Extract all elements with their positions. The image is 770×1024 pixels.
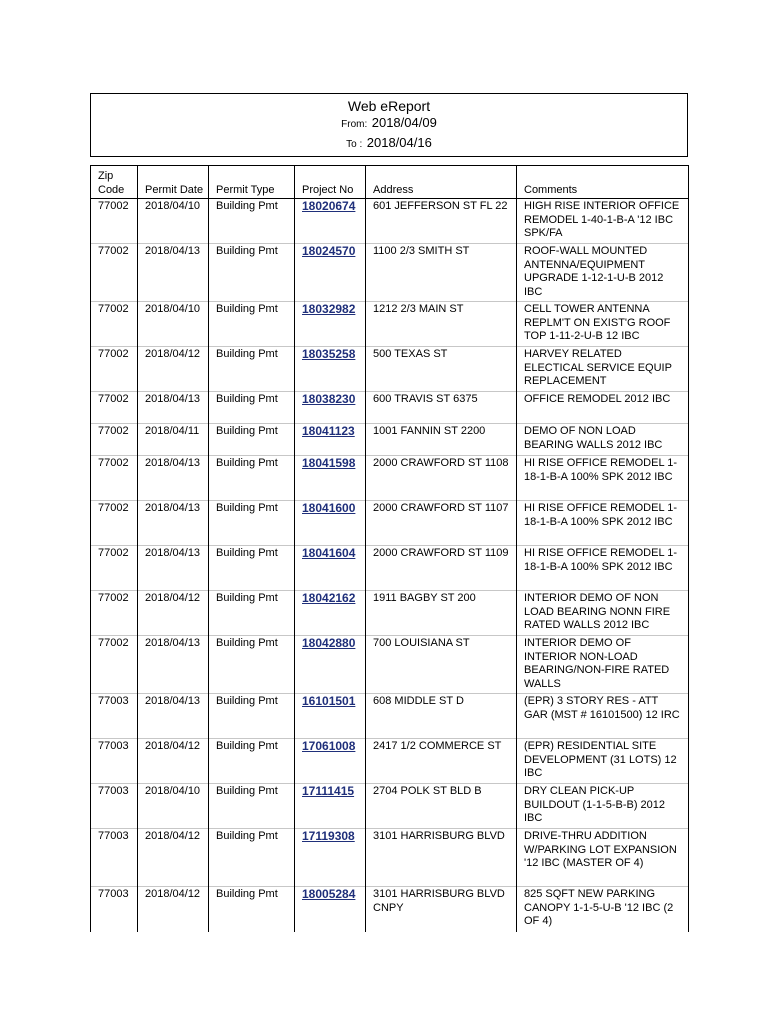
cell-zip: 77002 (91, 199, 138, 244)
table-row (91, 302, 689, 347)
cell-address: 3101 HARRISBURG BLVD CNPY (366, 887, 517, 932)
table-row (91, 887, 689, 932)
project-link[interactable]: 18042162 (302, 591, 356, 605)
table-row (91, 784, 689, 829)
cell-zip: 77002 (91, 424, 138, 456)
project-link[interactable]: 16101501 (302, 694, 356, 708)
from-label: From: (341, 119, 368, 130)
project-link[interactable]: 17061008 (302, 739, 356, 753)
cell-address: 500 TEXAS ST (366, 347, 517, 392)
cell-permit-type: Building Pmt (209, 501, 295, 546)
cell-permit-date: 2018/04/12 (138, 347, 209, 392)
cell-permit-type: Building Pmt (209, 424, 295, 456)
permit-table (90, 165, 689, 932)
cell-comments: HARVEY RELATED ELECTICAL SERVICE EQUIP REPLACEMENT (517, 347, 689, 392)
column-header-address: Address (366, 166, 517, 199)
cell-comments: ROOF-WALL MOUNTED ANTENNA/EQUIPMENT UPGRADE 1-12-1-U-B 2012 IBC (517, 244, 689, 302)
table-row (91, 636, 689, 694)
cell-permit-date: 2018/04/13 (138, 244, 209, 302)
table-row (91, 591, 689, 636)
cell-zip: 77003 (91, 887, 138, 932)
cell-comments: DEMO OF NON LOAD BEARING WALLS 2012 IBC (517, 424, 689, 456)
cell-zip: 77002 (91, 392, 138, 424)
from-date: 2018/04/09 (371, 115, 437, 130)
cell-address: 2000 CRAWFORD ST 1109 (366, 546, 517, 591)
column-header-comments: Comments (517, 166, 689, 199)
cell-address: 700 LOUISIANA ST (366, 636, 517, 694)
project-link[interactable]: 18005284 (302, 887, 356, 901)
table-row (91, 546, 689, 591)
cell-zip: 77002 (91, 636, 138, 694)
table-row (91, 244, 689, 302)
column-header-project: Project No (295, 166, 366, 199)
project-link[interactable]: 18042880 (302, 636, 356, 650)
cell-comments: HI RISE OFFICE REMODEL 1-18-1-B-A 100% SPK 2012 IBC (517, 501, 689, 546)
cell-zip: 77003 (91, 829, 138, 887)
table-row (91, 694, 689, 739)
column-header-zip: Zip Code (91, 166, 138, 199)
cell-comments: DRY CLEAN PICK-UP BUILDOUT (1-1-5-B-B) 2012 IBC (517, 784, 689, 829)
cell-comments: DRIVE-THRU ADDITION W/PARKING LOT EXPANSION '12 IBC (MASTER OF 4) (517, 829, 689, 887)
cell-zip: 77003 (91, 694, 138, 739)
cell-zip: 77002 (91, 501, 138, 546)
cell-permit-date: 2018/04/12 (138, 739, 209, 784)
cell-permit-date: 2018/04/12 (138, 887, 209, 932)
cell-project-no (295, 546, 366, 591)
cell-address: 1100 2/3 SMITH ST (366, 244, 517, 302)
cell-permit-type: Building Pmt (209, 546, 295, 591)
cell-project-no (295, 347, 366, 392)
cell-permit-date: 2018/04/13 (138, 456, 209, 501)
cell-permit-type: Building Pmt (209, 456, 295, 501)
cell-address: 1001 FANNIN ST 2200 (366, 424, 517, 456)
to-date: 2018/04/16 (366, 135, 432, 150)
cell-project-no (295, 591, 366, 636)
cell-project-no (295, 887, 366, 932)
table-row (91, 739, 689, 784)
cell-zip: 77002 (91, 591, 138, 636)
cell-project-no (295, 636, 366, 694)
cell-permit-date: 2018/04/11 (138, 424, 209, 456)
cell-permit-date: 2018/04/12 (138, 829, 209, 887)
cell-comments: OFFICE REMODEL 2012 IBC (517, 392, 689, 424)
table-row (91, 199, 689, 244)
project-link[interactable]: 18035258 (302, 347, 356, 361)
column-header-date: Permit Date (138, 166, 209, 199)
cell-address: 1212 2/3 MAIN ST (366, 302, 517, 347)
cell-comments: HI RISE OFFICE REMODEL 1-18-1-B-A 100% SPK 2012 IBC (517, 546, 689, 591)
table-row (91, 392, 689, 424)
cell-zip: 77002 (91, 456, 138, 501)
cell-project-no (295, 456, 366, 501)
cell-permit-date: 2018/04/13 (138, 546, 209, 591)
cell-permit-type: Building Pmt (209, 829, 295, 887)
cell-permit-date: 2018/04/13 (138, 694, 209, 739)
cell-project-no (295, 424, 366, 456)
cell-address: 601 JEFFERSON ST FL 22 (366, 199, 517, 244)
cell-project-no (295, 501, 366, 546)
cell-permit-type: Building Pmt (209, 694, 295, 739)
cell-permit-type: Building Pmt (209, 739, 295, 784)
cell-comments: 825 SQFT NEW PARKING CANOPY 1-1-5-U-B '12 IBC (2 OF 4) (517, 887, 689, 932)
cell-permit-date: 2018/04/13 (138, 392, 209, 424)
cell-project-no (295, 392, 366, 424)
cell-permit-type: Building Pmt (209, 784, 295, 829)
cell-permit-date: 2018/04/13 (138, 501, 209, 546)
cell-project-no (295, 829, 366, 887)
table-row (91, 456, 689, 501)
cell-permit-type: Building Pmt (209, 636, 295, 694)
cell-address: 2000 CRAWFORD ST 1107 (366, 501, 517, 546)
cell-zip: 77003 (91, 739, 138, 784)
cell-project-no (295, 302, 366, 347)
cell-permit-type: Building Pmt (209, 302, 295, 347)
table-row (91, 347, 689, 392)
cell-address: 600 TRAVIS ST 6375 (366, 392, 517, 424)
report-title: Web eReport (347, 98, 431, 114)
project-link[interactable]: 18041600 (302, 501, 356, 515)
cell-zip: 77002 (91, 546, 138, 591)
cell-permit-type: Building Pmt (209, 887, 295, 932)
table-row (91, 501, 689, 546)
cell-permit-date: 2018/04/12 (138, 591, 209, 636)
to-label: To : (346, 139, 363, 150)
cell-project-no (295, 199, 366, 244)
cell-project-no (295, 694, 366, 739)
project-link[interactable]: 18041123 (302, 424, 355, 438)
cell-project-no (295, 244, 366, 302)
table-row (91, 424, 689, 456)
project-link[interactable]: 18038230 (302, 392, 356, 406)
project-link[interactable]: 18041598 (302, 456, 356, 470)
cell-comments: (EPR) RESIDENTIAL SITE DEVELOPMENT (31 LOTS) 12 IBC (517, 739, 689, 784)
cell-permit-date: 2018/04/10 (138, 199, 209, 244)
cell-comments: HIGH RISE INTERIOR OFFICE REMODEL 1-40-1-B-A '12 IBC SPK/FA (517, 199, 689, 244)
cell-address: 2417 1/2 COMMERCE ST (366, 739, 517, 784)
table-header-row (91, 166, 689, 199)
report-header (90, 93, 688, 157)
cell-zip: 77002 (91, 302, 138, 347)
column-header-type: Permit Type (209, 166, 295, 199)
cell-comments: INTERIOR DEMO OF INTERIOR NON-LOAD BEARING/NON-FIRE RATED WALLS (517, 636, 689, 694)
project-link[interactable]: 18020674 (302, 199, 356, 213)
cell-address: 1911 BAGBY ST 200 (366, 591, 517, 636)
cell-comments: CELL TOWER ANTENNA REPLM'T ON EXIST'G ROOF TOP 1-11-2-U-B 12 IBC (517, 302, 689, 347)
cell-permit-date: 2018/04/13 (138, 636, 209, 694)
cell-address: 3101 HARRISBURG BLVD (366, 829, 517, 887)
cell-permit-type: Building Pmt (209, 199, 295, 244)
from-line (91, 114, 687, 134)
cell-zip: 77003 (91, 784, 138, 829)
cell-comments: HI RISE OFFICE REMODEL 1-18-1-B-A 100% SPK 2012 IBC (517, 456, 689, 501)
cell-permit-type: Building Pmt (209, 591, 295, 636)
cell-permit-date: 2018/04/10 (138, 302, 209, 347)
cell-comments: INTERIOR DEMO OF NON LOAD BEARING NONN FIRE RATED WALLS 2012 IBC (517, 591, 689, 636)
cell-address: 2704 POLK ST BLD B (366, 784, 517, 829)
project-link[interactable]: 18024570 (302, 244, 356, 258)
cell-zip: 77002 (91, 244, 138, 302)
table-row (91, 829, 689, 887)
to-line (91, 134, 687, 154)
project-link[interactable]: 18032982 (302, 302, 356, 316)
cell-zip: 77002 (91, 347, 138, 392)
project-link[interactable]: 18041604 (302, 546, 356, 560)
cell-permit-date: 2018/04/10 (138, 784, 209, 829)
cell-permit-type: Building Pmt (209, 244, 295, 302)
cell-project-no (295, 784, 366, 829)
table-body (91, 199, 689, 932)
cell-address: 2000 CRAWFORD ST 1108 (366, 456, 517, 501)
cell-permit-type: Building Pmt (209, 392, 295, 424)
project-link[interactable]: 17111415 (302, 784, 355, 798)
cell-permit-type: Building Pmt (209, 347, 295, 392)
cell-project-no (295, 739, 366, 784)
project-link[interactable]: 17119308 (302, 829, 355, 843)
cell-comments: (EPR) 3 STORY RES - ATT GAR (MST # 16101500) 12 IRC (517, 694, 689, 739)
cell-address: 608 MIDDLE ST D (366, 694, 517, 739)
